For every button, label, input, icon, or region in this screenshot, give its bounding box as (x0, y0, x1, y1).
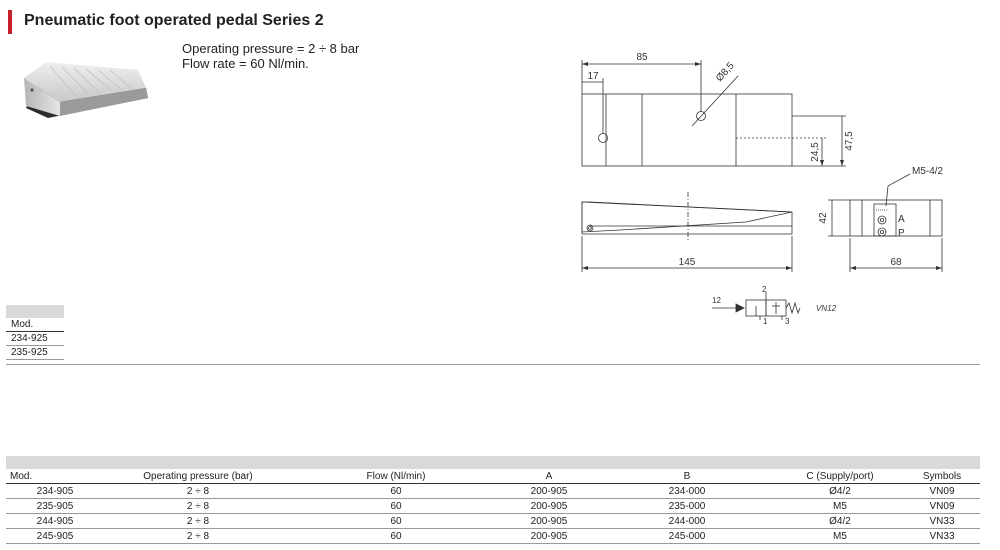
symbol-code-label: VN12 (816, 304, 837, 313)
cell-b: 235-000 (598, 499, 776, 514)
cell-symbols: VN09 (904, 499, 980, 514)
table-row (6, 529, 980, 544)
section-divider (6, 364, 980, 365)
model-list-item: 234-925 (6, 332, 64, 346)
thread-label: M5-4/2 (912, 166, 944, 177)
cell-b: 234-000 (598, 484, 776, 499)
dim-145-label: 145 (678, 257, 696, 268)
cell-a: 200-905 (500, 499, 598, 514)
model-list-item: 235-925 (6, 346, 64, 360)
cell-c: M5 (776, 529, 904, 544)
cell-flow: 60 (292, 514, 500, 529)
cell-symbols: VN33 (904, 529, 980, 544)
col-header-mod: Mod. (6, 469, 104, 484)
pedal-product-image (18, 58, 158, 128)
col-header-c: C (Supply/port) (776, 469, 904, 484)
col-header-symbols: Symbols (904, 469, 980, 484)
spec-flow-rate: Flow rate = 60 Nl/min. (182, 56, 309, 71)
table-row (6, 499, 980, 514)
col-header-pressure: Operating pressure (bar) (104, 469, 292, 484)
symbol-port-3: 3 (785, 317, 790, 326)
models-table (6, 456, 980, 544)
technical-drawing (560, 40, 980, 330)
col-header-a: A (500, 469, 598, 484)
dim-47-5-label: 47,5 (844, 131, 855, 151)
col-header-flow: Flow (Nl/min) (292, 469, 500, 484)
table-row (6, 484, 980, 499)
col-header-b: B (598, 469, 776, 484)
cell-flow: 60 (292, 499, 500, 514)
cell-pressure: 2 ÷ 8 (104, 529, 292, 544)
cell-pressure: 2 ÷ 8 (104, 514, 292, 529)
symbol-port-1: 1 (763, 317, 768, 326)
symbol-port-12: 12 (712, 296, 721, 305)
cell-mod: 234-905 (6, 484, 104, 499)
table-row (6, 514, 980, 529)
spec-operating-pressure: Operating pressure = 2 ÷ 8 bar (182, 41, 360, 56)
cell-mod: 244-905 (6, 514, 104, 529)
dim-42-label: 42 (818, 212, 829, 224)
cell-a: 200-905 (500, 484, 598, 499)
cell-a: 200-905 (500, 514, 598, 529)
symbol-port-2: 2 (762, 285, 767, 294)
dim-hole-diameter-label: Ø8,5 (714, 60, 737, 85)
title-accent-bar (8, 10, 12, 34)
cell-flow: 60 (292, 529, 500, 544)
model-list-table (6, 305, 64, 360)
table-header-row (6, 469, 980, 484)
cell-symbols: VN33 (904, 514, 980, 529)
cell-flow: 60 (292, 484, 500, 499)
cell-c: Ø4/2 (776, 484, 904, 499)
cell-mod: 245-905 (6, 529, 104, 544)
port-a-label: A (898, 214, 905, 225)
model-list-header: Mod. (6, 318, 64, 332)
cell-b: 245-000 (598, 529, 776, 544)
cell-b: 244-000 (598, 514, 776, 529)
dim-68-label: 68 (890, 257, 902, 268)
cell-a: 200-905 (500, 529, 598, 544)
cell-pressure: 2 ÷ 8 (104, 499, 292, 514)
cell-pressure: 2 ÷ 8 (104, 484, 292, 499)
page-title: Pneumatic foot operated pedal Series 2 (24, 12, 324, 29)
cell-symbols: VN09 (904, 484, 980, 499)
port-p-label: P (898, 228, 905, 239)
cell-c: Ø4/2 (776, 514, 904, 529)
top-view-outline (582, 94, 792, 166)
cell-mod: 235-905 (6, 499, 104, 514)
dim-85-label: 85 (636, 52, 648, 63)
dim-17-label: 17 (587, 71, 599, 82)
specs-block (182, 41, 359, 71)
cell-c: M5 (776, 499, 904, 514)
dim-24-5-label: 24,5 (810, 142, 821, 162)
